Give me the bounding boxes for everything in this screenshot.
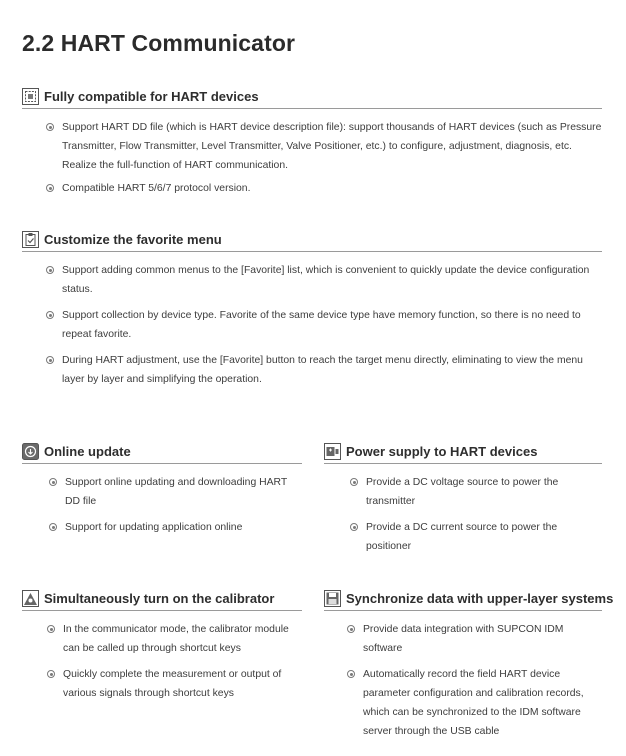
list-item: Automatically record the field HART device parameter configuration and calibration records, which can be synchronized to the IDM software server through the USB cable — [347, 665, 605, 741]
section-title: Simultaneously turn on the calibrator — [44, 590, 275, 606]
bullet-list — [22, 620, 297, 703]
section-power-supply — [324, 441, 602, 556]
bullet-list — [324, 473, 580, 556]
bullet-icon — [350, 478, 358, 486]
save-disk-icon — [324, 590, 341, 607]
calibrator-icon — [22, 590, 39, 607]
section-title: Online update — [44, 443, 131, 459]
section-header — [22, 229, 602, 252]
bullet-icon — [49, 478, 57, 486]
bullet-list — [22, 261, 602, 389]
list-item: Support for updating application online — [49, 518, 302, 537]
section-header — [22, 86, 602, 109]
section-title: Synchronize data with upper-layer systems — [346, 590, 614, 606]
section-title: Fully compatible for HART devices — [44, 88, 259, 104]
bullet-list — [22, 473, 302, 537]
bullet-icon — [46, 184, 54, 192]
bullet-icon — [350, 523, 358, 531]
section-title: Customize the favorite menu — [44, 231, 222, 247]
bullet-icon — [46, 123, 54, 131]
bullet-icon — [47, 625, 55, 633]
cloud-update-icon — [22, 443, 39, 460]
bullet-icon — [49, 523, 57, 531]
bullet-list — [22, 118, 602, 198]
list-item: Provide data integration with SUPCON IDM software — [347, 620, 605, 658]
bullet-icon — [46, 356, 54, 364]
section-online-update — [22, 441, 302, 537]
list-item: Quickly complete the measurement or output of various signals through shortcut keys — [47, 665, 297, 703]
bullet-icon — [47, 670, 55, 678]
list-item: Support adding common menus to the [Favorite] list, which is convenient to quickly update the device configuration status. — [46, 261, 602, 299]
bullet-icon — [46, 266, 54, 274]
list-item: In the communicator mode, the calibrator module can be called up through shortcut keys — [47, 620, 297, 658]
bullet-icon — [347, 670, 355, 678]
bullet-icon — [46, 311, 54, 319]
list-item: Support online updating and downloading HART DD file — [49, 473, 302, 511]
bullet-icon — [347, 625, 355, 633]
section-header — [324, 441, 602, 464]
list-item: Support HART DD file (which is HART device description file): support thousands of HART devices (such as Pressure Transmitter, Flow Transmitter, Level Transmitter, Valve Positioner, etc.) to configure, adjustment, diagnosis, etc. Realize the full-function of HART communication. — [46, 118, 602, 175]
section-sync — [324, 588, 614, 741]
device-chip-icon — [22, 88, 39, 105]
list-item: During HART adjustment, use the [Favorite] button to reach the target menu directly, eliminating to view the menu layer by layer and simplifying the operation. — [46, 351, 602, 389]
section-title: Power supply to HART devices — [346, 443, 538, 459]
section-header — [324, 588, 614, 611]
list-item: Support collection by device type. Favorite of the same device type have memory function, so there is no need to repeat favorite. — [46, 306, 602, 344]
power-supply-icon — [324, 443, 341, 460]
section-header — [22, 588, 302, 611]
list-item: Provide a DC current source to power the positioner — [350, 518, 580, 556]
bullet-list — [324, 620, 605, 741]
section-header — [22, 441, 302, 464]
section-compatible — [22, 86, 602, 198]
clipboard-icon — [22, 231, 39, 248]
section-favorite — [22, 229, 602, 389]
list-item: Provide a DC voltage source to power the transmitter — [350, 473, 580, 511]
page-title: 2.2 HART Communicator — [22, 30, 296, 56]
list-item: Compatible HART 5/6/7 protocol version. — [46, 179, 602, 198]
section-calibrator — [22, 588, 302, 703]
